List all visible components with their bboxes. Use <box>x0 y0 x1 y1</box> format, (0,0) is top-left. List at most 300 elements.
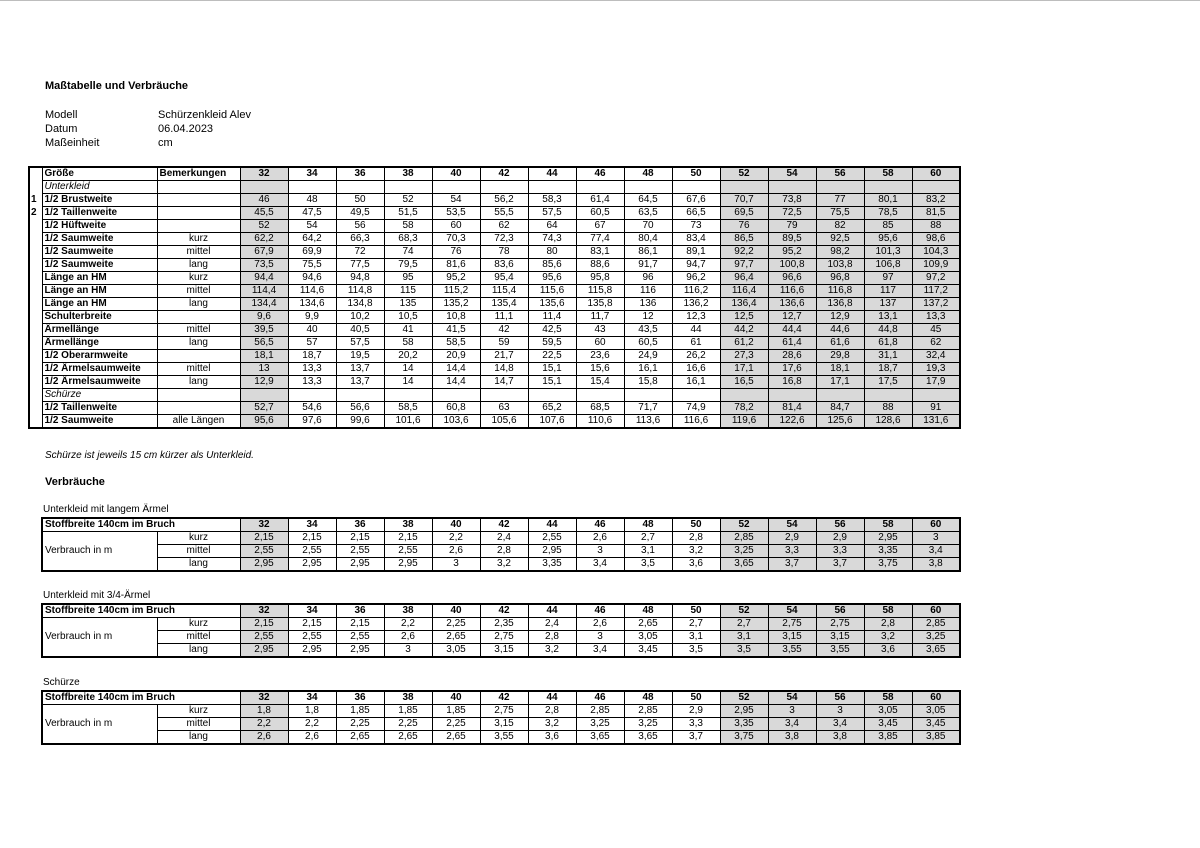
value-cell: 119,6 <box>720 415 768 429</box>
value-cell: 2,85 <box>912 618 960 631</box>
row-number-cell <box>29 389 42 402</box>
value-cell: 2,15 <box>336 618 384 631</box>
value-cell: 110,6 <box>576 415 624 429</box>
value-cell: 47,5 <box>288 207 336 220</box>
measurement-label: 1/2 Ärmelsaumweite <box>42 376 157 389</box>
value-cell: 3,25 <box>624 718 672 731</box>
size-column-header: 50 <box>672 167 720 181</box>
size-column-header: 48 <box>624 604 672 618</box>
size-column-header: 58 <box>864 518 912 532</box>
value-cell: 97 <box>864 272 912 285</box>
value-cell: 68,5 <box>576 402 624 415</box>
value-cell: 2,35 <box>480 618 528 631</box>
value-cell: 2,55 <box>336 545 384 558</box>
table-row <box>42 731 960 745</box>
value-cell <box>864 389 912 402</box>
value-cell: 65,2 <box>528 402 576 415</box>
value-cell: 2,8 <box>480 545 528 558</box>
value-cell: 3,2 <box>672 545 720 558</box>
value-cell: 91,7 <box>624 259 672 272</box>
value-cell: 137 <box>864 298 912 311</box>
value-cell: 3,5 <box>624 558 672 572</box>
meta-row-unit <box>45 136 251 150</box>
value-cell: 3,8 <box>816 731 864 745</box>
size-column-header: 50 <box>672 691 720 705</box>
remark-cell <box>157 220 240 233</box>
meta-label: Modell <box>45 109 78 121</box>
size-column-header: 32 <box>240 691 288 705</box>
value-cell: 3,75 <box>864 558 912 572</box>
meta-label: Maßeinheit <box>45 137 100 149</box>
size-column-header: 48 <box>624 518 672 532</box>
size-column-header: 44 <box>528 518 576 532</box>
remark-cell: mittel <box>157 718 240 731</box>
value-cell: 58,5 <box>432 337 480 350</box>
value-cell: 2,25 <box>432 718 480 731</box>
table-row <box>29 233 960 246</box>
value-cell: 135,8 <box>576 298 624 311</box>
value-cell: 2,4 <box>480 532 528 545</box>
value-cell: 113,6 <box>624 415 672 429</box>
value-cell: 89,1 <box>672 246 720 259</box>
value-cell: 45,5 <box>240 207 288 220</box>
remark-cell <box>157 194 240 207</box>
section-row <box>29 389 960 402</box>
value-cell: 122,6 <box>768 415 816 429</box>
value-cell: 85,6 <box>528 259 576 272</box>
value-cell: 2,2 <box>432 532 480 545</box>
size-column-header: 38 <box>384 518 432 532</box>
value-cell: 134,8 <box>336 298 384 311</box>
value-cell: 14,8 <box>480 363 528 376</box>
table-row <box>42 631 960 644</box>
value-cell: 44,2 <box>720 324 768 337</box>
value-cell: 74,9 <box>672 402 720 415</box>
value-cell: 13,3 <box>912 311 960 324</box>
value-cell: 2,55 <box>528 532 576 545</box>
size-column-header: 60 <box>912 691 960 705</box>
measurement-label: Länge an HM <box>42 285 157 298</box>
value-cell: 94,8 <box>336 272 384 285</box>
value-cell: 77,5 <box>336 259 384 272</box>
value-cell: 27,3 <box>720 350 768 363</box>
fabric-width-header: Stoffbreite 140cm im Bruch <box>42 691 240 705</box>
value-cell: 40,5 <box>336 324 384 337</box>
value-cell: 86,5 <box>720 233 768 246</box>
value-cell: 2,65 <box>432 631 480 644</box>
value-cell: 74,3 <box>528 233 576 246</box>
size-column-header: 38 <box>384 604 432 618</box>
row-number-cell <box>29 311 42 324</box>
value-cell: 19,5 <box>336 350 384 363</box>
value-cell: 96 <box>624 272 672 285</box>
value-cell: 51,5 <box>384 207 432 220</box>
value-cell: 84,7 <box>816 402 864 415</box>
value-cell: 64,2 <box>288 233 336 246</box>
value-cell: 3,65 <box>912 644 960 658</box>
measurement-label: Länge an HM <box>42 298 157 311</box>
value-cell: 3,2 <box>864 631 912 644</box>
value-cell: 94,7 <box>672 259 720 272</box>
value-cell: 72,5 <box>768 207 816 220</box>
value-cell: 115,4 <box>480 285 528 298</box>
table-row <box>42 618 960 631</box>
value-cell: 136,6 <box>768 298 816 311</box>
value-cell: 18,1 <box>816 363 864 376</box>
value-cell: 58 <box>384 337 432 350</box>
table-row <box>42 718 960 731</box>
value-cell: 2,85 <box>576 705 624 718</box>
value-cell: 3,7 <box>768 558 816 572</box>
size-column-header: 52 <box>720 518 768 532</box>
value-cell: 58,5 <box>384 402 432 415</box>
value-cell: 56,6 <box>336 402 384 415</box>
value-cell: 2,2 <box>384 618 432 631</box>
consumption-table-long-sleeve <box>41 517 961 572</box>
value-cell: 2,8 <box>672 532 720 545</box>
value-cell: 3 <box>432 558 480 572</box>
remark-cell: kurz <box>157 532 240 545</box>
value-cell: 1,85 <box>432 705 480 718</box>
value-cell: 3,15 <box>480 644 528 658</box>
value-cell: 56 <box>336 220 384 233</box>
value-cell: 115,2 <box>432 285 480 298</box>
value-cell: 115 <box>384 285 432 298</box>
value-cell: 2,65 <box>384 731 432 745</box>
value-cell: 16,5 <box>720 376 768 389</box>
measurement-label: 1/2 Saumweite <box>42 233 157 246</box>
size-column-header: 42 <box>480 691 528 705</box>
value-cell: 12,7 <box>768 311 816 324</box>
value-cell: 2,65 <box>624 618 672 631</box>
value-cell: 101,6 <box>384 415 432 429</box>
value-cell: 60 <box>576 337 624 350</box>
value-cell: 96,8 <box>816 272 864 285</box>
size-column-header: 46 <box>576 604 624 618</box>
measurement-label: 1/2 Taillenweite <box>42 402 157 415</box>
value-cell: 11,7 <box>576 311 624 324</box>
remark-cell: lang <box>157 644 240 658</box>
remark-cell <box>157 181 240 194</box>
fabric-width-header: Stoffbreite 140cm im Bruch <box>42 518 240 532</box>
value-cell <box>768 389 816 402</box>
value-cell <box>240 181 288 194</box>
value-cell: 2,75 <box>768 618 816 631</box>
value-cell: 3,1 <box>720 631 768 644</box>
value-cell: 2,6 <box>240 731 288 745</box>
row-number-cell: 2 <box>31 207 37 218</box>
value-cell: 3,3 <box>672 718 720 731</box>
measurement-label: Schulterbreite <box>42 311 157 324</box>
value-cell: 2,7 <box>672 618 720 631</box>
remark-cell: lang <box>157 558 240 572</box>
size-column-header: 44 <box>528 604 576 618</box>
value-cell: 13,3 <box>288 363 336 376</box>
value-cell: 101,3 <box>864 246 912 259</box>
value-cell: 57,5 <box>528 207 576 220</box>
value-cell: 9,9 <box>288 311 336 324</box>
value-cell: 2,95 <box>240 558 288 572</box>
value-cell: 135,6 <box>528 298 576 311</box>
value-cell: 95,4 <box>480 272 528 285</box>
value-cell <box>624 389 672 402</box>
size-column-header: 58 <box>864 604 912 618</box>
value-cell: 78 <box>480 246 528 259</box>
value-cell: 60,5 <box>624 337 672 350</box>
fabric-width-header: Stoffbreite 140cm im Bruch <box>42 604 240 618</box>
value-cell: 46 <box>240 194 288 207</box>
value-cell: 2,65 <box>336 731 384 745</box>
value-cell: 3,1 <box>672 631 720 644</box>
value-cell: 107,6 <box>528 415 576 429</box>
value-cell: 13,7 <box>336 363 384 376</box>
table-row <box>29 298 960 311</box>
row-number-cell <box>29 337 42 350</box>
value-cell: 3,4 <box>912 545 960 558</box>
size-column-header: 60 <box>912 604 960 618</box>
row-number-cell <box>29 272 42 285</box>
value-cell: 3,3 <box>768 545 816 558</box>
size-column-header: 38 <box>384 691 432 705</box>
value-cell: 60,5 <box>576 207 624 220</box>
meta-value: 06.04.2023 <box>158 123 214 135</box>
value-cell: 3 <box>384 644 432 658</box>
value-cell: 16,8 <box>768 376 816 389</box>
measurement-label: 1/2 Brustweite <box>42 194 157 207</box>
remark-cell: kurz <box>157 705 240 718</box>
value-cell: 3,65 <box>624 731 672 745</box>
value-cell: 3,55 <box>816 644 864 658</box>
value-cell: 3,2 <box>480 558 528 572</box>
value-cell: 10,2 <box>336 311 384 324</box>
table-row <box>42 545 960 558</box>
value-cell: 115,6 <box>528 285 576 298</box>
value-cell: 41,5 <box>432 324 480 337</box>
row-number-cell <box>29 246 42 259</box>
value-cell: 83,6 <box>480 259 528 272</box>
table-note: Schürze ist jeweils 15 cm kürzer als Unterkleid. <box>45 450 254 461</box>
value-cell: 114,4 <box>240 285 288 298</box>
row-number-cell <box>29 167 42 181</box>
value-cell: 45 <box>912 324 960 337</box>
consumption-table-three-quarter-sleeve <box>41 603 961 658</box>
value-cell: 64,5 <box>624 194 672 207</box>
value-cell: 3,2 <box>528 718 576 731</box>
value-cell: 97,7 <box>720 259 768 272</box>
size-column-header: 36 <box>336 691 384 705</box>
meta-row-date <box>45 122 251 136</box>
row-number-cell <box>29 259 42 272</box>
table-row <box>29 246 960 259</box>
value-cell: 3,05 <box>432 644 480 658</box>
value-cell: 16,1 <box>672 376 720 389</box>
value-cell <box>864 181 912 194</box>
size-column-header: 54 <box>768 691 816 705</box>
value-cell: 114,8 <box>336 285 384 298</box>
value-cell: 2,25 <box>384 718 432 731</box>
value-cell: 15,1 <box>528 363 576 376</box>
remark-cell: alle Längen <box>157 415 240 429</box>
value-cell: 17,1 <box>816 376 864 389</box>
value-cell: 42,5 <box>528 324 576 337</box>
size-column-header: 52 <box>720 604 768 618</box>
value-cell: 66,3 <box>336 233 384 246</box>
measurement-label: Ärmellänge <box>42 324 157 337</box>
value-cell: 136,2 <box>672 298 720 311</box>
table-row <box>29 272 960 285</box>
header-row <box>29 167 960 181</box>
value-cell: 83,1 <box>576 246 624 259</box>
value-cell: 2,95 <box>720 705 768 718</box>
value-cell: 97,6 <box>288 415 336 429</box>
value-cell: 13,7 <box>336 376 384 389</box>
value-cell: 2,6 <box>384 631 432 644</box>
table-row <box>29 376 960 389</box>
value-cell: 9,6 <box>240 311 288 324</box>
value-cell: 2,95 <box>384 558 432 572</box>
value-cell: 117 <box>864 285 912 298</box>
value-cell: 54 <box>288 220 336 233</box>
size-column-header: 44 <box>528 167 576 181</box>
value-cell: 3,45 <box>912 718 960 731</box>
value-cell: 42 <box>480 324 528 337</box>
value-cell: 3,85 <box>864 731 912 745</box>
value-cell: 131,6 <box>912 415 960 429</box>
value-cell: 2,95 <box>336 644 384 658</box>
value-cell: 1,8 <box>288 705 336 718</box>
value-cell: 66,5 <box>672 207 720 220</box>
value-cell: 18,7 <box>288 350 336 363</box>
value-cell: 12,9 <box>816 311 864 324</box>
value-cell: 3,45 <box>624 644 672 658</box>
value-cell: 103,8 <box>816 259 864 272</box>
value-cell: 134,4 <box>240 298 288 311</box>
table-row <box>29 207 960 220</box>
value-cell: 116,6 <box>672 415 720 429</box>
remark-cell: lang <box>157 337 240 350</box>
value-cell: 2,55 <box>384 545 432 558</box>
remark-cell: lang <box>157 259 240 272</box>
value-cell: 88,6 <box>576 259 624 272</box>
section-label: Schürze <box>42 389 157 402</box>
value-cell: 83,4 <box>672 233 720 246</box>
value-cell: 15,8 <box>624 376 672 389</box>
value-cell: 2,15 <box>336 532 384 545</box>
value-cell: 3,5 <box>672 644 720 658</box>
size-column-header: 44 <box>528 691 576 705</box>
value-cell: 17,1 <box>720 363 768 376</box>
measurement-table <box>28 166 961 429</box>
remark-cell <box>157 350 240 363</box>
value-cell: 13,1 <box>864 311 912 324</box>
value-cell: 80,4 <box>624 233 672 246</box>
size-column-header: 32 <box>240 518 288 532</box>
value-cell: 48 <box>288 194 336 207</box>
value-cell: 60 <box>432 220 480 233</box>
size-column-header: 46 <box>576 691 624 705</box>
value-cell: 116,6 <box>768 285 816 298</box>
table-row <box>29 350 960 363</box>
value-cell: 92,5 <box>816 233 864 246</box>
value-cell: 44 <box>672 324 720 337</box>
value-cell: 44,8 <box>864 324 912 337</box>
value-cell: 68,3 <box>384 233 432 246</box>
table-row <box>42 558 960 572</box>
size-column-header: 54 <box>768 604 816 618</box>
header-row <box>42 604 960 618</box>
value-cell: 12,5 <box>720 311 768 324</box>
value-cell: 15,4 <box>576 376 624 389</box>
row-number-cell <box>29 376 42 389</box>
section-label: Unterkleid <box>42 181 157 194</box>
remark-cell: lang <box>157 376 240 389</box>
value-cell: 73 <box>672 220 720 233</box>
remark-cell: mittel <box>157 631 240 644</box>
value-cell: 62 <box>912 337 960 350</box>
value-cell: 2,2 <box>288 718 336 731</box>
value-cell: 74 <box>384 246 432 259</box>
size-column-header: 40 <box>432 691 480 705</box>
value-cell: 137,2 <box>912 298 960 311</box>
size-column-header: 36 <box>336 518 384 532</box>
value-cell <box>432 389 480 402</box>
value-cell: 43 <box>576 324 624 337</box>
value-cell: 31,1 <box>864 350 912 363</box>
value-cell: 2,85 <box>720 532 768 545</box>
value-cell: 12,9 <box>240 376 288 389</box>
meta-value: cm <box>158 137 173 149</box>
value-cell: 2,95 <box>240 644 288 658</box>
value-cell <box>912 389 960 402</box>
value-cell: 44,4 <box>768 324 816 337</box>
value-cell: 62 <box>480 220 528 233</box>
value-cell: 61,4 <box>768 337 816 350</box>
header-row <box>42 691 960 705</box>
value-cell: 17,6 <box>768 363 816 376</box>
value-cell <box>576 181 624 194</box>
value-cell: 3,15 <box>480 718 528 731</box>
value-cell: 21,7 <box>480 350 528 363</box>
table-row <box>29 285 960 298</box>
header-row <box>42 518 960 532</box>
value-cell: 55,5 <box>480 207 528 220</box>
value-cell: 54 <box>432 194 480 207</box>
value-cell: 39,5 <box>240 324 288 337</box>
size-column-header: 56 <box>816 518 864 532</box>
value-cell: 3,8 <box>768 731 816 745</box>
value-cell: 13,3 <box>288 376 336 389</box>
value-cell: 63,5 <box>624 207 672 220</box>
value-cell: 52,7 <box>240 402 288 415</box>
value-cell: 3,55 <box>768 644 816 658</box>
size-column-header: 42 <box>480 518 528 532</box>
value-cell: 1,85 <box>384 705 432 718</box>
size-column-header: 32 <box>240 167 288 181</box>
value-cell: 2,9 <box>672 705 720 718</box>
size-column-header: 34 <box>288 691 336 705</box>
value-cell: 95,6 <box>240 415 288 429</box>
row-number-cell <box>29 220 42 233</box>
value-cell: 49,5 <box>336 207 384 220</box>
value-cell: 135,4 <box>480 298 528 311</box>
table-row <box>29 324 960 337</box>
value-cell <box>720 181 768 194</box>
value-cell: 79,5 <box>384 259 432 272</box>
value-cell: 11,4 <box>528 311 576 324</box>
value-cell: 3,4 <box>576 558 624 572</box>
value-cell: 109,9 <box>912 259 960 272</box>
value-cell: 94,6 <box>288 272 336 285</box>
